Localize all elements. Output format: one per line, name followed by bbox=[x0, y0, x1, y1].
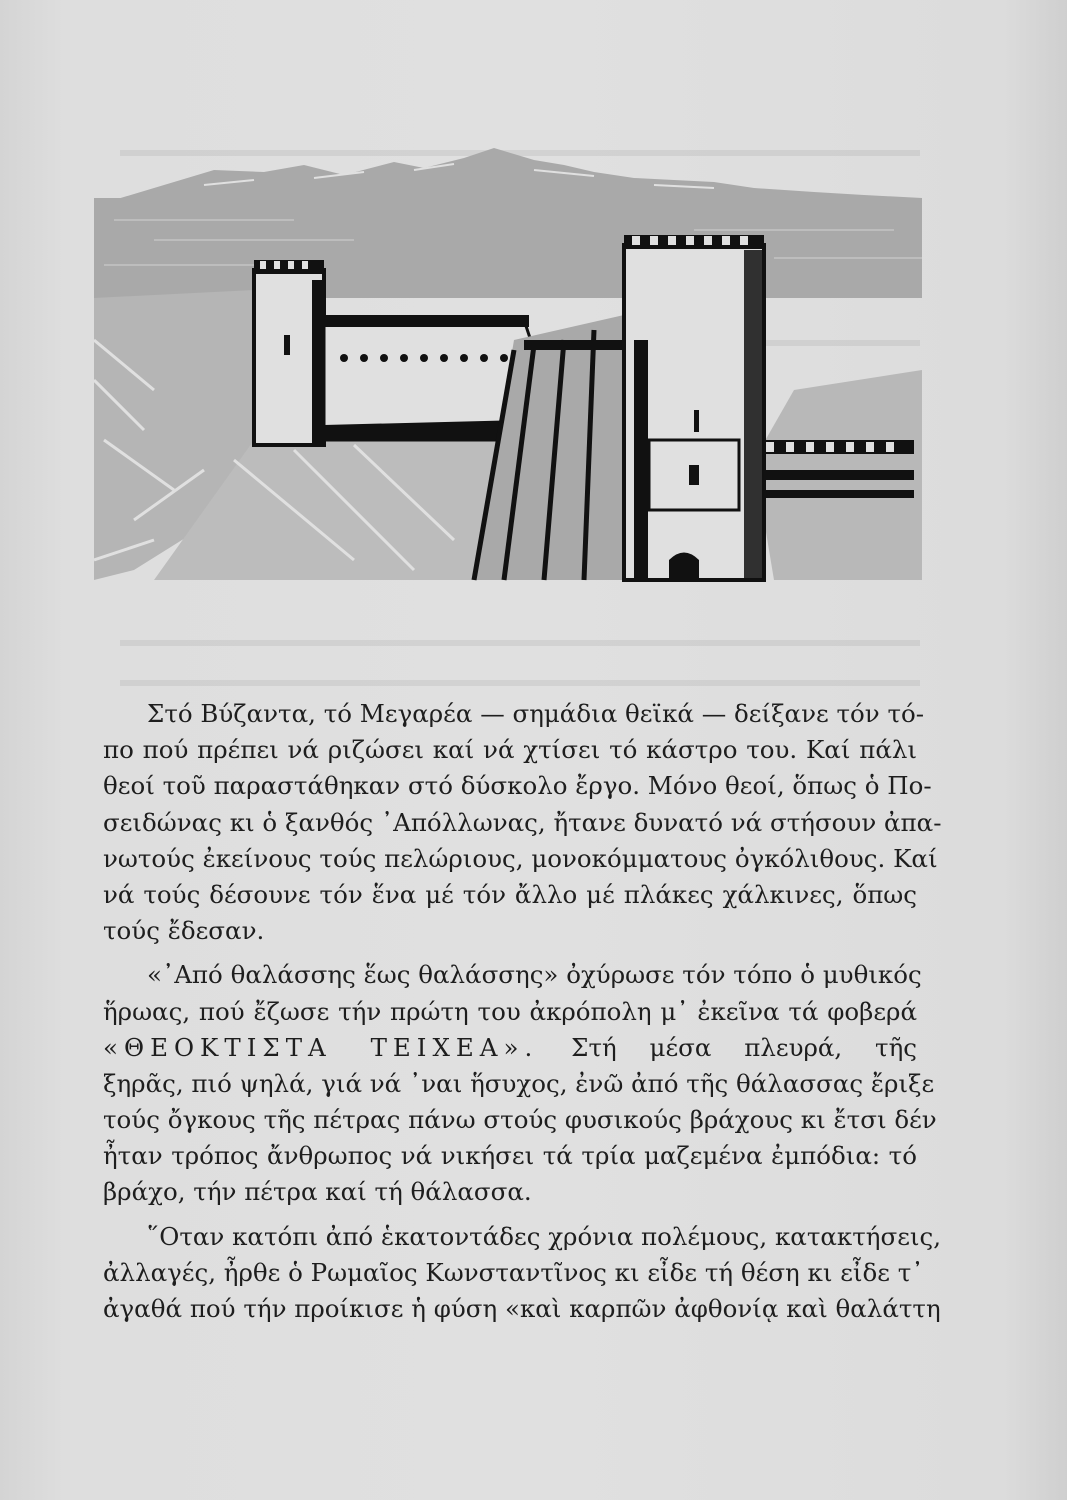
text-line: πο πού πρέπει νά ριζώσει καί νά χτίσει τό κάστρο του. Καί πάλι bbox=[103, 735, 917, 765]
sea-band bbox=[94, 198, 922, 298]
text-line: σειδώνας κι ὁ ξανθός ᾿Απόλλωνας, ἤτανε δυνατό νά στήσουν ἀπα- bbox=[103, 807, 942, 837]
text-line: βράχο, τήν πέτρα καί τή θάλασσα. bbox=[103, 1177, 532, 1207]
paragraph-2 bbox=[103, 957, 937, 1210]
text-line: «᾿Από θαλάσσης ἕως θαλάσσης» ὀχύρωσε τόν τόπο ὁ μυθικός bbox=[147, 960, 922, 990]
text-line: θεοί τοῦ παραστάθηκαν στό δύσκολο ἔργο. Μόνο θεοί, ὅπως ὁ Πο- bbox=[103, 771, 932, 801]
main-tower bbox=[624, 235, 764, 580]
text-line: τούς ἔδεσαν. bbox=[103, 916, 265, 946]
text-line: Στό Βύζαντα, τό Μεγαρέα — σημάδια θεϊκά — δείξανε τόν τό- bbox=[147, 699, 925, 728]
paragraph-1 bbox=[103, 696, 942, 949]
paragraph-3 bbox=[103, 1219, 942, 1328]
left-tower bbox=[254, 260, 324, 445]
text-line: ἀγαθά πού τήν προίκισε ἡ φύση «καὶ καρπῶν ἀφθονίᾳ καὶ θαλάττη bbox=[103, 1294, 941, 1323]
mountains-shape bbox=[94, 148, 922, 205]
castle-illustration bbox=[94, 140, 922, 600]
text-line: ἦταν τρόπος ἄνθρωπος νά νικήσει τά τρία μαζεμένα ἐμπόδια: τό bbox=[103, 1141, 917, 1171]
body-text bbox=[103, 696, 942, 1327]
caps-line-rest: Στή μέσα πλευρά, τῆς bbox=[538, 1032, 918, 1062]
text-line-with-caps bbox=[103, 1030, 917, 1066]
text-line: ῞Οταν κατόπι ἀπό ἑκατοντάδες χρόνια πολέμους, κατακτήσεις, bbox=[147, 1221, 942, 1251]
text-line: τούς ὄγκους τῆς πέτρας πάνω στούς φυσικούς βράχους κι ἔτσι δέν bbox=[103, 1105, 937, 1135]
text-line: ἥρωας, πού ἔζωσε τήν πρώτη του ἀκρόπολη μ᾿ ἐκεῖνα τά φοβερά bbox=[103, 996, 917, 1026]
caps-title: «ΘΕΟΚΤΙΣΤΑ ΤΕΙΧΕΑ». bbox=[103, 1032, 539, 1062]
text-line: νά τούς δέσουνε τόν ἕνα μέ τόν ἄλλο μέ πλάκες χάλκινες, ὅπως bbox=[103, 879, 917, 909]
text-line: ξηρᾶς, πιό ψηλά, γιά νά ᾽ναι ἥσυχος, ἐνῶ ἀπό τῆς θάλασσας ἔριξε bbox=[103, 1068, 935, 1098]
text-line: ἀλλαγές, ἦρθε ὁ Ρωμαῖος Κωνσταντῖνος κι εἶδε τή θέση κι εἶδε τ᾿ bbox=[103, 1257, 924, 1287]
text-line: νωτούς ἐκείνους τούς πελώριους, μονοκόμματους ὀγκόλιθους. Καί bbox=[103, 843, 938, 873]
